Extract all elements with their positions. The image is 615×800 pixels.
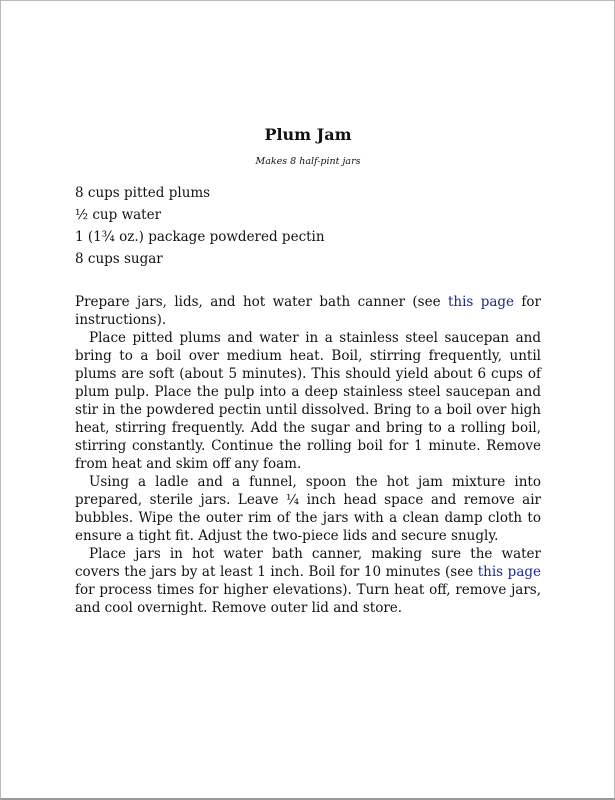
instruction-paragraph-2: Place pitted plums and water in a stainless steel saucepan and bring to a boil over medium heat. Boil, stirring frequently, until plums are soft (about 5 minutes). This should yield about 6 cups of plum pulp. Place the pulp into a deep stainless steel saucepan and stir in the powdered pectin until dissolved. Bring to a boil over high heat, stirring frequently. Add the sugar and bring to a rolling boil, stirring constantly. Continue the rolling boil for 1 minute. Remove from heat and skim off any foam. — [75, 330, 541, 472]
ingredient-item: 8 cups sugar — [75, 251, 163, 267]
instruction-text: Place jars in hot water bath canner, making sure the water covers the jars by at least 1 inch. Boil for 10 minutes (see — [75, 546, 541, 580]
instructions — [75, 293, 541, 617]
instruction-paragraph-4 — [75, 545, 541, 617]
ingredient-item: ½ cup water — [75, 207, 162, 223]
instruction-paragraph-1 — [75, 293, 541, 329]
ingredient-list — [75, 182, 541, 270]
ingredient-item: 8 cups pitted plums — [75, 185, 211, 201]
instruction-paragraph-3: Using a ladle and a funnel, spoon the hot jam mixture into prepared, sterile jars. Leave ¼ inch head space and remove air bubbles. Wipe the outer rim of the jars with a clean damp cloth to ensure a tight fit. Adjust the two-piece lids and secure snugly. — [75, 474, 541, 544]
this-page-link[interactable]: this page — [477, 564, 541, 580]
ingredient-item: 1 (1¾ oz.) package powdered pectin — [75, 229, 325, 245]
recipe-yield: Makes 8 half-pint jars — [255, 156, 361, 167]
recipe-title: Plum Jam — [264, 125, 352, 144]
instruction-text: for instructions). — [75, 294, 541, 328]
instruction-text: Prepare jars, lids, and hot water bath canner (see — [75, 294, 448, 310]
this-page-link[interactable]: this page — [447, 294, 515, 310]
instruction-text: for process times for higher elevations). Turn heat off, remove jars, and cool overnight. Remove outer lid and store. — [75, 582, 541, 616]
